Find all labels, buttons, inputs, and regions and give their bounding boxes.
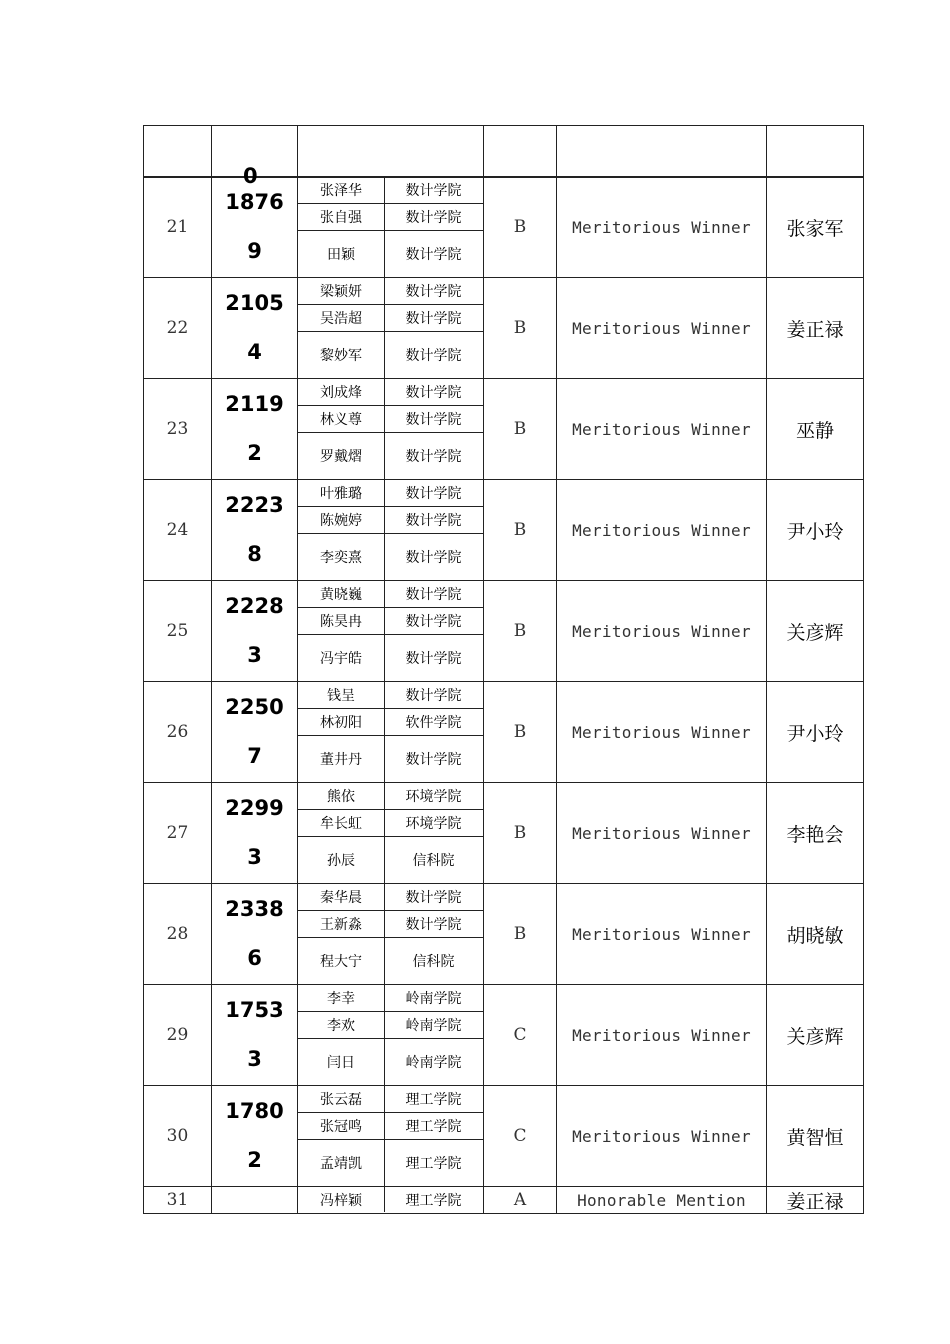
member-name: 孟靖凯 xyxy=(298,1139,385,1186)
member-department: 岭南学院 xyxy=(405,1017,462,1034)
member-row xyxy=(298,405,483,433)
member-department: 数计学院 xyxy=(405,411,462,428)
advisor-name: 姜正禄 xyxy=(766,1186,864,1214)
member-department: 数计学院 xyxy=(405,688,462,704)
member-row xyxy=(298,203,483,231)
award-level: Meritorious Winner xyxy=(556,479,767,581)
team-number: 31 xyxy=(143,1186,212,1214)
members-cell xyxy=(297,782,484,884)
member-department: 理工学院 xyxy=(405,1192,462,1209)
member-name: 黄晓巍 xyxy=(298,581,385,607)
award-level: Meritorious Winner xyxy=(556,984,767,1086)
member-department: 信科院 xyxy=(412,953,455,970)
member-row xyxy=(298,985,483,1012)
award-level: Meritorious Winner xyxy=(556,782,767,884)
team-number: 30 xyxy=(143,1085,212,1187)
team-id-line-2: 3 xyxy=(247,845,262,869)
advisor-name: 巫静 xyxy=(766,378,864,480)
table-cell xyxy=(483,125,557,178)
member-department: 数计学院 xyxy=(405,385,462,401)
member-name: 程大宁 xyxy=(298,937,385,984)
member-name: 冯宇皓 xyxy=(298,634,385,681)
member-row xyxy=(298,1038,483,1085)
problem-letter: B xyxy=(483,580,557,682)
team-id-line-1: 2223 xyxy=(225,493,284,517)
problem-letter: B xyxy=(483,378,557,480)
member-name: 罗戴熠 xyxy=(298,432,385,479)
member-department: 数计学院 xyxy=(405,587,462,603)
team-control-id xyxy=(211,378,298,480)
member-row xyxy=(298,533,483,580)
member-row xyxy=(298,230,483,277)
team-id-line-2: 4 xyxy=(247,340,262,364)
member-department: 理工学院 xyxy=(405,1155,462,1172)
continued-id-fragment: 0 xyxy=(243,164,258,188)
team-control-id xyxy=(211,479,298,581)
members-cell xyxy=(297,378,484,480)
award-level: Meritorious Winner xyxy=(556,176,767,278)
member-name: 冯梓颖 xyxy=(298,1187,385,1212)
advisor-name: 黄智恒 xyxy=(766,1085,864,1187)
member-name: 孙辰 xyxy=(298,836,385,883)
member-row xyxy=(298,682,483,709)
member-name: 董井丹 xyxy=(298,735,385,782)
member-name: 闫日 xyxy=(298,1038,385,1085)
table-row xyxy=(143,378,864,480)
table-row xyxy=(143,1186,864,1214)
member-department: 数计学院 xyxy=(405,347,462,364)
member-department: 数计学院 xyxy=(405,890,462,906)
member-row xyxy=(298,480,483,507)
member-name: 陈婉婷 xyxy=(298,506,385,533)
member-row xyxy=(298,331,483,378)
member-department: 软件学院 xyxy=(405,714,462,731)
team-id-line-1: 2119 xyxy=(225,392,284,416)
member-row xyxy=(298,177,483,204)
team-id-line-2: 3 xyxy=(247,643,262,667)
member-row xyxy=(298,735,483,782)
team-id-line-1: 2338 xyxy=(225,897,284,921)
team-id-line-2: 9 xyxy=(247,239,262,263)
team-control-id xyxy=(211,277,298,379)
member-name: 李欢 xyxy=(298,1011,385,1038)
member-department: 数计学院 xyxy=(405,209,462,226)
problem-letter: B xyxy=(483,782,557,884)
member-row xyxy=(298,1187,483,1212)
member-name: 秦华晨 xyxy=(298,884,385,910)
team-number: 28 xyxy=(143,883,212,985)
advisor-name: 关彦辉 xyxy=(766,580,864,682)
member-department: 理工学院 xyxy=(405,1092,462,1108)
team-control-id xyxy=(211,176,298,278)
member-name: 林义尊 xyxy=(298,405,385,432)
member-department: 数计学院 xyxy=(405,549,462,566)
member-row xyxy=(298,884,483,911)
award-level: Honorable Mention xyxy=(556,1186,767,1214)
member-name: 田颖 xyxy=(298,230,385,277)
team-number: 26 xyxy=(143,681,212,783)
team-id-line-2: 3 xyxy=(247,1047,262,1071)
award-level: Meritorious Winner xyxy=(556,378,767,480)
team-number: 22 xyxy=(143,277,212,379)
table-row xyxy=(143,883,864,985)
table-row xyxy=(143,1085,864,1187)
members-cell xyxy=(297,883,484,985)
member-department: 数计学院 xyxy=(405,284,462,300)
team-id-line-2: 2 xyxy=(247,441,262,465)
team-id-line-2: 8 xyxy=(247,542,262,566)
table-cell xyxy=(143,125,212,178)
member-row xyxy=(298,581,483,608)
member-name: 王新淼 xyxy=(298,910,385,937)
member-department: 数计学院 xyxy=(405,448,462,465)
table-row xyxy=(143,782,864,884)
member-name: 李奕熹 xyxy=(298,533,385,580)
member-department: 数计学院 xyxy=(405,486,462,502)
member-name: 吴浩超 xyxy=(298,304,385,331)
member-row xyxy=(298,836,483,883)
member-department: 数计学院 xyxy=(405,310,462,327)
team-control-id xyxy=(211,883,298,985)
member-row xyxy=(298,379,483,406)
member-department: 环境学院 xyxy=(405,789,462,805)
award-level: Meritorious Winner xyxy=(556,883,767,985)
members-cell xyxy=(297,1085,484,1187)
member-name: 黎妙军 xyxy=(298,331,385,378)
member-department: 岭南学院 xyxy=(405,991,462,1007)
member-name: 梁颖妍 xyxy=(298,278,385,304)
team-control-id xyxy=(211,782,298,884)
team-number: 21 xyxy=(143,176,212,278)
team-control-id xyxy=(211,984,298,1086)
member-row xyxy=(298,506,483,534)
team-control-id xyxy=(211,681,298,783)
members-cell xyxy=(297,479,484,581)
award-level: Meritorious Winner xyxy=(556,580,767,682)
problem-letter: B xyxy=(483,883,557,985)
member-row xyxy=(298,1139,483,1186)
member-department: 信科院 xyxy=(412,852,455,869)
team-number: 29 xyxy=(143,984,212,1086)
member-name: 张自强 xyxy=(298,203,385,230)
advisor-name: 张家军 xyxy=(766,176,864,278)
award-level: Meritorious Winner xyxy=(556,277,767,379)
team-number: 27 xyxy=(143,782,212,884)
members-cell xyxy=(297,984,484,1086)
team-id-line-2: 6 xyxy=(247,946,262,970)
table-row xyxy=(143,681,864,783)
member-name: 牟长虹 xyxy=(298,809,385,836)
team-control-id xyxy=(211,580,298,682)
member-name: 张冠鸣 xyxy=(298,1112,385,1139)
team-id-line-1: 1780 xyxy=(225,1099,284,1123)
member-row xyxy=(298,1112,483,1140)
advisor-name: 胡晓敏 xyxy=(766,883,864,985)
member-department: 数计学院 xyxy=(405,183,462,199)
problem-letter: B xyxy=(483,479,557,581)
member-row xyxy=(298,432,483,479)
member-name: 李幸 xyxy=(298,985,385,1011)
team-id-line-1: 2228 xyxy=(225,594,284,618)
problem-letter: C xyxy=(483,984,557,1086)
member-row xyxy=(298,783,483,810)
member-row xyxy=(298,708,483,736)
member-name: 刘成烽 xyxy=(298,379,385,405)
team-id-line-1: 1876 xyxy=(225,190,284,214)
member-row xyxy=(298,634,483,681)
table-cell xyxy=(766,125,864,178)
team-control-id xyxy=(211,1186,298,1214)
table-row xyxy=(143,277,864,379)
team-number: 25 xyxy=(143,580,212,682)
members-cell xyxy=(297,580,484,682)
team-control-id xyxy=(211,1085,298,1187)
member-row xyxy=(298,278,483,305)
advisor-name: 李艳会 xyxy=(766,782,864,884)
member-row xyxy=(298,607,483,635)
team-id-line-1: 2250 xyxy=(225,695,284,719)
member-name: 张云磊 xyxy=(298,1086,385,1112)
member-row xyxy=(298,1086,483,1113)
member-row xyxy=(298,304,483,332)
advisor-name: 关彦辉 xyxy=(766,984,864,1086)
advisor-name: 姜正禄 xyxy=(766,277,864,379)
award-level: Meritorious Winner xyxy=(556,681,767,783)
team-number: 24 xyxy=(143,479,212,581)
team-id-line-2: 7 xyxy=(247,744,262,768)
advisor-name: 尹小玲 xyxy=(766,479,864,581)
member-name: 钱呈 xyxy=(298,682,385,708)
table-row xyxy=(143,580,864,682)
advisor-name: 尹小玲 xyxy=(766,681,864,783)
members-cell xyxy=(297,1186,484,1214)
member-department: 数计学院 xyxy=(405,512,462,529)
member-department: 理工学院 xyxy=(405,1118,462,1135)
member-row xyxy=(298,809,483,837)
table-row xyxy=(143,984,864,1086)
award-level: Meritorious Winner xyxy=(556,1085,767,1187)
member-name: 熊依 xyxy=(298,783,385,809)
member-name: 林初阳 xyxy=(298,708,385,735)
member-department: 数计学院 xyxy=(405,916,462,933)
problem-letter: B xyxy=(483,176,557,278)
member-department: 数计学院 xyxy=(405,246,462,263)
team-number: 23 xyxy=(143,378,212,480)
member-name: 叶雅璐 xyxy=(298,480,385,506)
problem-letter: B xyxy=(483,681,557,783)
problem-letter: A xyxy=(483,1186,557,1214)
table-row xyxy=(143,176,864,278)
team-id-line-1: 1753 xyxy=(225,998,284,1022)
team-id-line-2: 2 xyxy=(247,1148,262,1172)
member-department: 数计学院 xyxy=(405,650,462,667)
team-id-line-1: 2105 xyxy=(225,291,284,315)
member-row xyxy=(298,937,483,984)
members-cell xyxy=(297,681,484,783)
member-name: 张泽华 xyxy=(298,177,385,203)
member-row xyxy=(298,1011,483,1039)
members-cell xyxy=(297,277,484,379)
member-department: 数计学院 xyxy=(405,751,462,768)
table-cell xyxy=(297,125,484,178)
members-cell xyxy=(297,176,484,278)
member-row xyxy=(298,910,483,938)
problem-letter: C xyxy=(483,1085,557,1187)
team-id-line-1: 2299 xyxy=(225,796,284,820)
member-department: 环境学院 xyxy=(405,815,462,832)
table-cell xyxy=(556,125,767,178)
member-name: 陈昊冉 xyxy=(298,607,385,634)
member-department: 数计学院 xyxy=(405,613,462,630)
table-row xyxy=(143,479,864,581)
member-department: 岭南学院 xyxy=(405,1054,462,1071)
problem-letter: B xyxy=(483,277,557,379)
